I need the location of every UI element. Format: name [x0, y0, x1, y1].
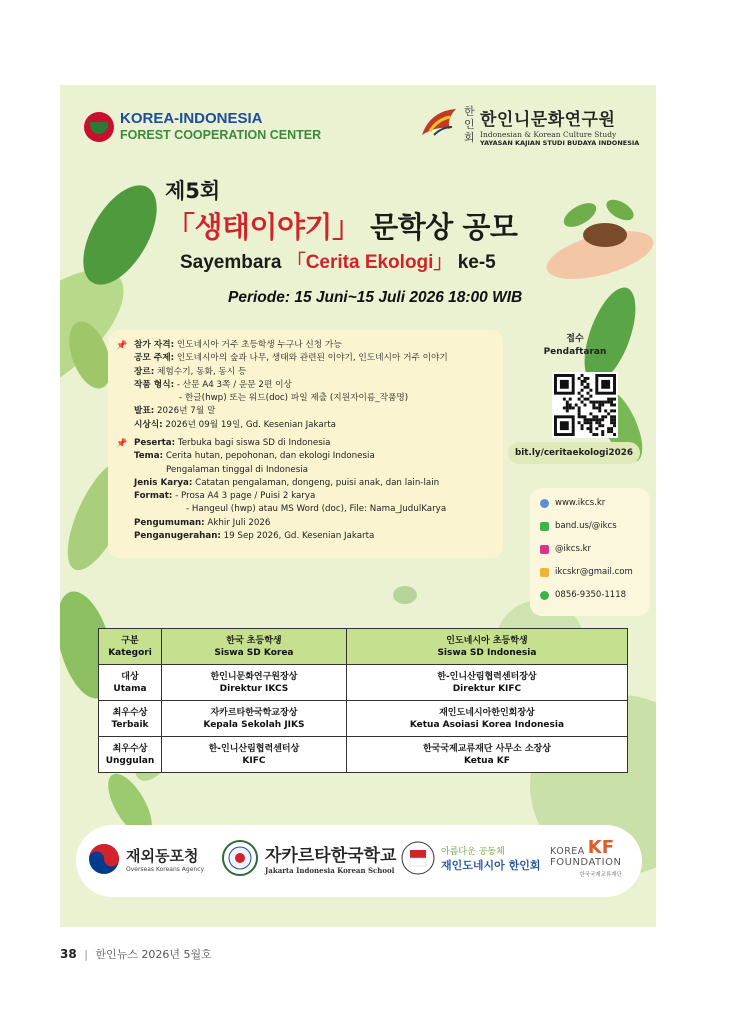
- id-row: Pengalaman tinggal di Indonesia: [166, 464, 308, 475]
- id-row: Pengumuman: Akhir Juli 2026: [134, 517, 271, 528]
- oka-logo: [88, 843, 204, 875]
- poster: [60, 85, 656, 927]
- kf-word1: KOREA: [550, 846, 585, 857]
- kf-mark: KF: [587, 837, 615, 858]
- instagram-icon: [540, 545, 549, 554]
- table-header-row: [99, 629, 628, 665]
- iks-title: 한인니문화연구원: [480, 110, 616, 130]
- ko-row: 발표: 2026년 7월 말: [134, 406, 216, 417]
- id-row: Format: - Prosa A4 3 page / Puisi 2 karya: [134, 491, 316, 502]
- indonesian-info: [116, 437, 500, 543]
- contact-band[interactable]: band.us/@ikcs: [540, 521, 617, 531]
- korean-association-logo: [401, 841, 540, 875]
- ko-row: 공모 주제: 인도네시아의 숲과 나무, 생태와 관련된 이야기, 인도네시아 거주 이야기: [134, 353, 448, 364]
- table-cell: 대상 Utama: [99, 665, 162, 701]
- band-icon: [540, 522, 549, 531]
- registration-label: [510, 333, 640, 359]
- contest-title-id: [180, 247, 496, 274]
- association-top: 아름다운 공동체: [441, 846, 505, 857]
- korean-info: [116, 339, 500, 432]
- iks-logo: [420, 105, 639, 147]
- mail-icon: [540, 568, 549, 577]
- association-name: 재인도네시아 한인회: [441, 858, 541, 872]
- contest-title-ko: [166, 205, 517, 246]
- title-rest-ko: 문학상 공모: [360, 210, 518, 244]
- awards-table: [98, 628, 628, 773]
- iks-vertical-1: 한: [464, 105, 475, 118]
- table-cell: 한인니문화연구원장상 Direktur IKCS: [162, 665, 347, 701]
- table-cell: 최우수상 Unggulan: [99, 737, 162, 773]
- table-row: [99, 737, 628, 773]
- registration-link[interactable]: bit.ly/ceritaekologi2026: [508, 442, 640, 464]
- title-highlight-ko: 「생태이야기」: [166, 210, 361, 244]
- publication-name: 한인뉴스 2026년 5월호: [95, 948, 212, 961]
- table-cell: 최우수상 Terbaik: [99, 701, 162, 737]
- iks-bird-icon: [420, 105, 460, 141]
- contact-box: [530, 488, 650, 616]
- table-cell: 재인도네시아한인회장상 Ketua Asoiasi Korea Indonesia: [346, 701, 627, 737]
- qr-code-icon: [554, 374, 616, 436]
- id-row: Penganugerahan: 19 Sep 2026, Gd. Kesenian Jakarta: [134, 531, 375, 542]
- footer-divider: |: [84, 948, 88, 961]
- whatsapp-icon: [540, 591, 549, 600]
- contact-email[interactable]: ikcskr@gmail.com: [540, 567, 633, 577]
- web-icon: [540, 499, 549, 508]
- table-cell: 한-인니산림협력센터장상 Direktur KIFC: [346, 665, 627, 701]
- contact-whatsapp[interactable]: 0856-9350-1118: [540, 590, 626, 600]
- table-cell: 한-인니산림협력센터상 KIFC: [162, 737, 347, 773]
- table-row: [99, 665, 628, 701]
- oka-sub: Overseas Koreans Agency: [126, 866, 205, 873]
- jiks-emblem-icon: [221, 839, 259, 877]
- ko-row: - 한글(hwp) 또는 워드(doc) 파일 제출 (지원자이름_작품명): [179, 393, 409, 404]
- title-pre-id: Sayembara: [180, 252, 287, 273]
- table-row: [99, 701, 628, 737]
- ko-row: 장르: 체험수기, 동화, 동시 등: [134, 366, 247, 377]
- registration-label-ko: 접수: [566, 334, 584, 344]
- pin-icon: 📌: [116, 439, 128, 449]
- kifc-logo: [84, 110, 321, 144]
- page-footer: [60, 946, 212, 962]
- kifc-name-line2: FOREST COOPERATION CENTER: [120, 128, 322, 142]
- table-cell: 한국국제교류재단 사무소 소장상 Ketua KF: [346, 737, 627, 773]
- id-row: Peserta: Terbuka bagi siswa SD di Indonesia: [134, 438, 331, 448]
- jiks-sub: Jakarta Indonesia Korean School: [265, 866, 395, 875]
- kifc-emblem-icon: [84, 112, 114, 142]
- id-row: - Hangeul (hwp) atau MS Word (doc), File: Nama_JudulKarya: [186, 504, 447, 515]
- title-highlight-id: 「Cerita Ekologi」: [286, 252, 453, 273]
- kf-word2: FOUNDATION: [550, 857, 622, 868]
- contact-instagram[interactable]: @ikcs.kr: [540, 544, 591, 554]
- iks-vertical-2: 인: [464, 118, 475, 131]
- contact-web[interactable]: www.ikcs.kr: [540, 498, 605, 508]
- header-cell: 인도네시아 초등학생 Siswa SD Indonesia: [346, 629, 627, 665]
- registration-qr-code[interactable]: [552, 372, 618, 438]
- info-box: [108, 330, 503, 558]
- ko-row: 시상식: 2026년 09월 19일, Gd. Kesenian Jakarta: [134, 419, 337, 430]
- table-cell: 자카르타한국학교장상 Kepala Sekolah JIKS: [162, 701, 347, 737]
- sponsor-bar: [76, 825, 642, 897]
- taegeuk-icon: [88, 843, 120, 875]
- jiks-logo: [221, 839, 396, 877]
- kf-sub: 한국국제교류재단: [579, 872, 622, 878]
- ko-row: 참가 자격: 인도네시아 거주 초등학생 누구나 신청 가능: [134, 340, 342, 350]
- kifc-name-line1: KOREA-INDONESIA: [120, 110, 263, 127]
- header-cell: 구분 Kategori: [99, 629, 162, 665]
- jiks-name: 자카르타한국학교: [265, 846, 397, 866]
- page-number: 38: [60, 947, 77, 961]
- oka-name: 재외동포청: [126, 847, 199, 865]
- iks-subtitle-en: Indonesian & Korean Culture Study: [480, 130, 617, 139]
- association-emblem-icon: [401, 841, 435, 875]
- iks-vertical-3: 회: [464, 131, 475, 144]
- ko-row: 작품 형식: - 산문 A4 3쪽 / 운문 2편 이상: [134, 379, 292, 390]
- id-row: Tema: Cerita hutan, pepohonan, dan ekologi Indonesia: [134, 451, 375, 462]
- title-post-id: ke-5: [452, 252, 496, 273]
- registration-label-id: Pendaftaran: [543, 347, 607, 357]
- id-row: Jenis Karya: Catatan pengalaman, dongeng, puisi anak, dan lain-lain: [134, 477, 440, 488]
- kf-logo: [550, 839, 630, 878]
- header-cell: 한국 초등학생 Siswa SD Korea: [162, 629, 347, 665]
- pin-icon: 📌: [116, 341, 128, 351]
- period-text: Periode: 15 Juni~15 Juli 2026 18:00 WIB: [228, 289, 523, 306]
- edition-heading: 제5회: [165, 179, 221, 203]
- iks-subtitle-id: YAYASAN KAJIAN STUDI BUDAYA INDONESIA: [480, 139, 640, 147]
